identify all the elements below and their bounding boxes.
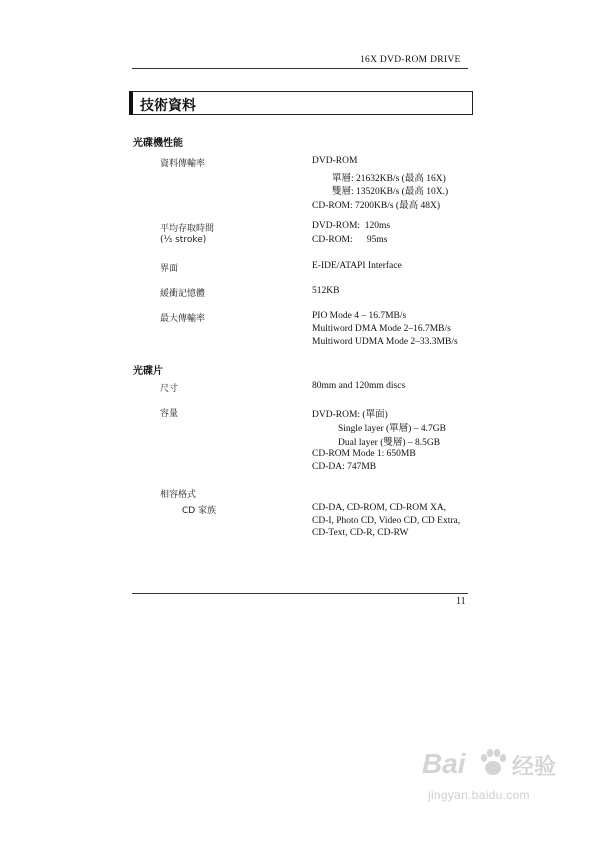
value-access-time-cd: CD-ROM: 95ms: [312, 235, 388, 245]
value-access-time-dvd: DVD-ROM: 120ms: [312, 221, 391, 231]
label-interface: 界面: [160, 264, 179, 274]
label-max-transfer: 最大傳輸率: [160, 314, 206, 324]
section-heading-drive: 光碟機性能: [133, 138, 183, 149]
value-cd-family-line3: CD-Text, CD-R, CD-RW: [312, 528, 409, 538]
value-max-transfer-pio: PIO Mode 4 – 16.7MB/s: [312, 311, 407, 321]
label-buffer: 緩衝記憶體: [160, 289, 206, 299]
value-buffer: 512KB: [312, 286, 340, 296]
watermark: [422, 748, 562, 808]
value-capacity-cdda: CD-DA: 747MB: [312, 462, 377, 472]
label-transfer-rate: 資料傳輸率: [160, 159, 206, 169]
value-transfer-rate-line2: 單層: 21632KB/s (最高 16X): [332, 174, 446, 184]
footer-rule: [132, 593, 468, 594]
value-cd-family-line1: CD-DA, CD-ROM, CD-ROM XA,: [312, 503, 447, 513]
value-transfer-rate-line4: CD-ROM: 7200KB/s (最高 48X): [312, 201, 440, 211]
value-max-transfer-dma: Multiword DMA Mode 2–16.7MB/s: [312, 324, 451, 334]
watermark-logo-text: Bai: [422, 748, 466, 779]
value-interface: E-IDE/ATAPI Interface: [312, 261, 402, 271]
label-size: 尺寸: [160, 384, 179, 394]
watermark-url: jingyan.baidu.com: [428, 788, 530, 802]
running-header: 16X DVD-ROM DRIVE: [360, 55, 461, 65]
value-capacity-cdrom: CD-ROM Mode 1: 650MB: [312, 449, 416, 459]
label-cd-family: CD 家族: [182, 506, 217, 516]
paw-icon: [476, 746, 510, 780]
value-capacity-dvd: DVD-ROM: (單面): [312, 410, 388, 420]
label-compat-formats: 相容格式: [160, 490, 197, 500]
value-capacity-dual: Dual layer (雙層) – 8.5GB: [338, 438, 441, 448]
value-size: 80mm and 120mm discs: [312, 381, 406, 391]
page-title: 技術資料: [140, 98, 196, 114]
value-transfer-rate-line1: DVD-ROM: [312, 156, 358, 166]
section-heading-disc: 光碟片: [133, 366, 163, 377]
title-box: [129, 91, 473, 115]
value-capacity-single: Single layer (單層) – 4.7GB: [338, 424, 446, 434]
label-access-time-note: (⅓ stroke): [160, 235, 207, 245]
page-number: 11: [456, 596, 466, 607]
label-capacity: 容量: [160, 409, 179, 419]
value-cd-family-line2: CD-I, Photo CD, Video CD, CD Extra,: [312, 516, 461, 526]
header-rule: [132, 68, 468, 69]
watermark-cn-text: 经验: [512, 755, 557, 780]
value-max-transfer-udma: Multiword UDMA Mode 2–33.3MB/s: [312, 337, 458, 347]
label-access-time: 平均存取時間: [160, 224, 215, 234]
value-transfer-rate-line3: 雙層: 13520KB/s (最高 10X.): [332, 187, 449, 197]
